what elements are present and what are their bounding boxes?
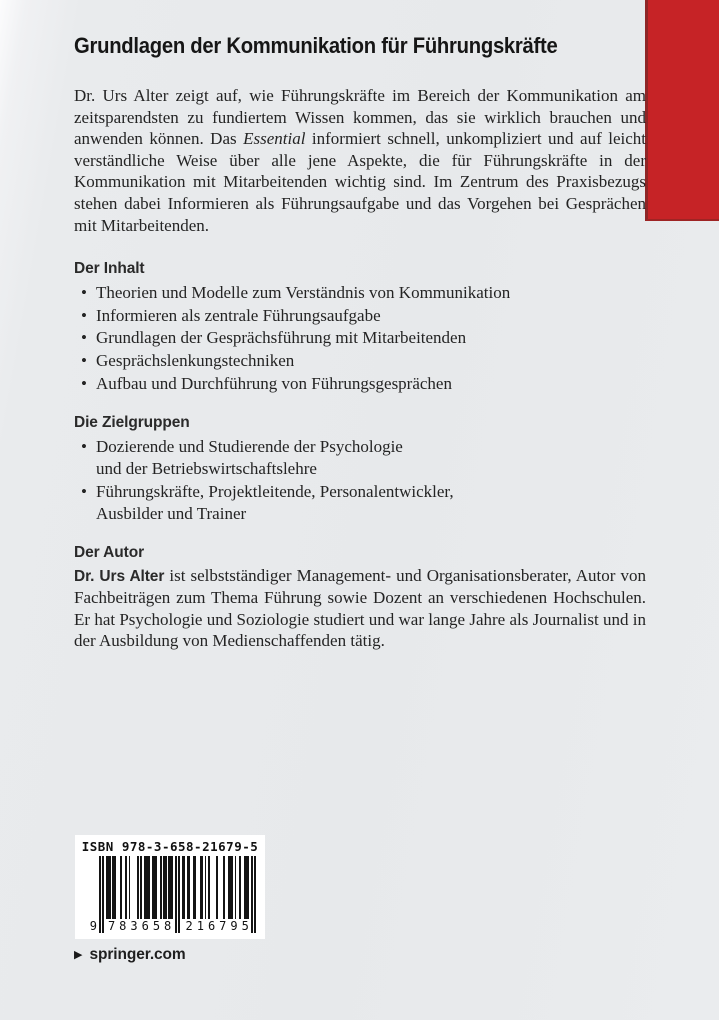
list-item-label: Aufbau und Durchführung von Führungsgesprächen	[96, 373, 452, 393]
publisher-url: springer.com	[89, 946, 186, 963]
ean13-barcode	[89, 856, 256, 933]
bullet-icon: •	[81, 283, 87, 303]
page-title-text: Grundlagen der Kommunikation für Führungskräfte	[74, 33, 558, 58]
list-item-label: Grundlagen der Gesprächsführung mit Mitarbeitenden	[96, 328, 467, 348]
list-item-label: Gesprächslenkungstechniken	[96, 350, 295, 370]
author-paragraph	[74, 565, 646, 652]
list-item-line2: und der Betriebswirtschaftslehre	[96, 458, 317, 478]
list-item	[74, 327, 646, 349]
arrow-icon: ▶	[74, 949, 83, 961]
bullet-icon: •	[81, 305, 87, 325]
section-heading-zielgruppen: Die Zielgruppen	[74, 414, 190, 432]
list-item-line2: Ausbilder und Trainer	[96, 503, 247, 523]
list-item	[74, 350, 646, 372]
red-corner-banner	[645, 0, 719, 221]
zielgruppen-list	[74, 436, 646, 524]
bullet-icon: •	[81, 482, 87, 502]
author-bio-text: ist selbstständiger Management- und Organisationsberater, Autor von Fachbeiträgen zum Thema Führung sowie Dozent an verschiedenen Hochschulen. Er hat Psychologie und Soziologie studiert und war lange Jahre als Journalist und in der Ausbildung von Medienschaffenden tätig.	[74, 565, 646, 651]
intro-text-start: Dr. Urs Alter zeigt auf, wie Führungskräfte im Bereich der Kommunikation am zeitsparendsten zu fundiertem Wissen kommen, das sie wirklich brauchen und anwenden können. Das	[74, 86, 646, 149]
list-item-label	[96, 481, 646, 524]
list-item-line1: Dozierende und Studierende der Psychologie	[96, 437, 403, 457]
page-title	[74, 33, 646, 59]
intro-text-end: informiert schnell, unkompliziert und auf leicht verständliche Weise über alle jene Aspekte, die für Führungskräfte in der Kommunikation mit Mitarbeitenden wichtig sind. Im Zentrum des Praxisbezugs stehen dabei Informieren als Führungsaufgabe und das Vorgehen bei Gesprächen mit Mitarbeitenden.	[74, 129, 646, 235]
author-name: Dr. Urs Alter	[74, 567, 165, 585]
intro-paragraph	[74, 85, 646, 236]
bullet-icon: •	[81, 373, 87, 393]
section-heading-inhalt: Der Inhalt	[74, 260, 145, 278]
barcode-digits-group1: 783658	[104, 919, 173, 933]
publisher-footer	[74, 946, 186, 964]
list-item	[74, 436, 646, 479]
list-item	[74, 282, 646, 304]
list-item	[74, 305, 646, 327]
list-item-label: Informieren als zentrale Führungsaufgabe	[96, 305, 381, 325]
inhalt-list	[74, 282, 646, 394]
barcode-bar	[178, 856, 180, 933]
list-item-line1: Führungskräfte, Projektleitende, Personalentwickler,	[96, 482, 454, 502]
barcode-bar	[254, 856, 256, 933]
intro-text-italic: Essential	[243, 129, 306, 149]
list-item	[74, 373, 646, 395]
bullet-icon: •	[81, 350, 87, 370]
list-item-label: Theorien und Modelle zum Verständnis von Kommunikation	[96, 283, 511, 303]
barcode-digits-group2: 216795	[182, 919, 251, 933]
barcode-digit-left: 9	[89, 919, 97, 933]
bullet-icon: •	[81, 437, 87, 457]
bullet-icon: •	[81, 328, 87, 348]
isbn-label: ISBN 978-3-658-21679-5	[81, 839, 259, 854]
barcode-bar	[99, 856, 101, 933]
isbn-barcode-box	[75, 835, 265, 939]
section-heading-autor: Der Autor	[74, 543, 145, 561]
cover-text-block	[74, 33, 646, 652]
list-item	[74, 481, 646, 524]
list-item-label	[96, 436, 646, 479]
